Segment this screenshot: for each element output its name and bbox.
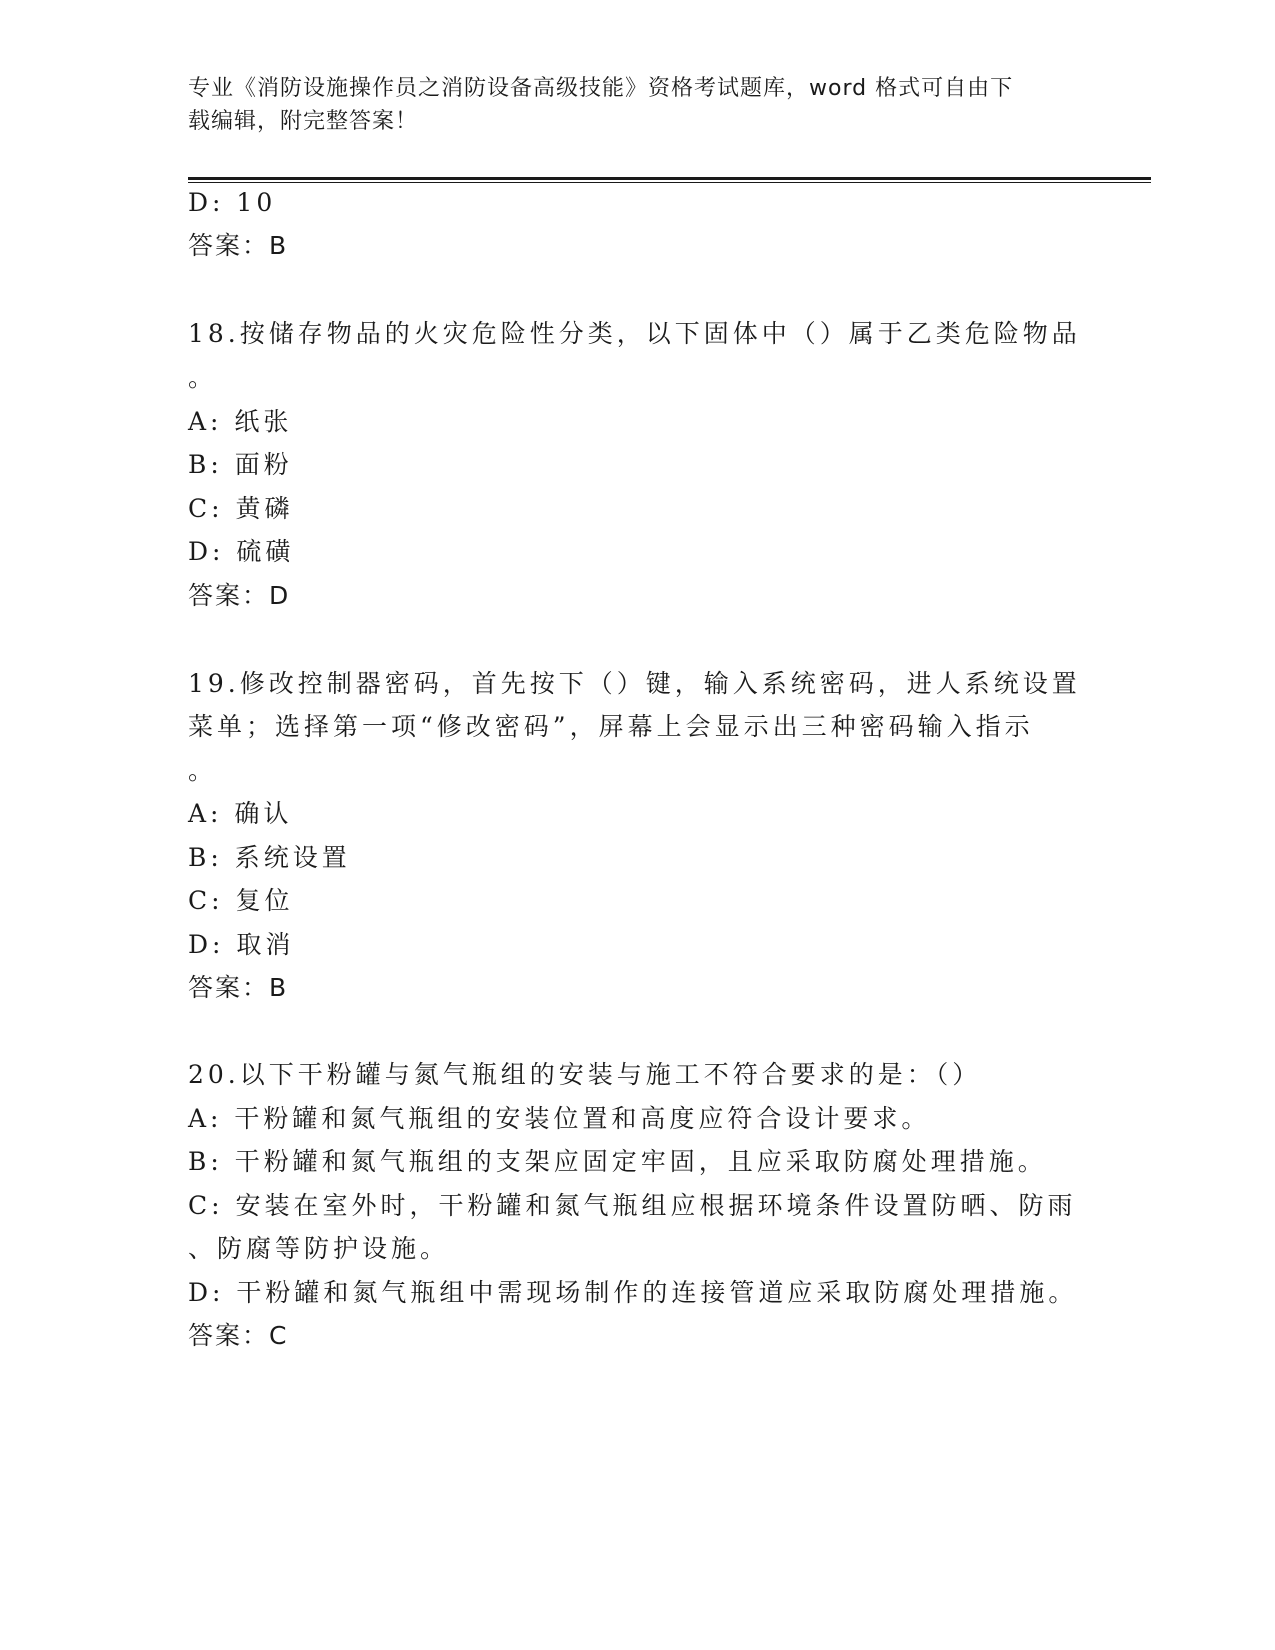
q20-option-b: B: 干粉罐和氮气瓶组的支架应固定牢固，且应采取防腐处理措施。 [188, 1147, 1047, 1176]
q19-stem-line-1: 19.修改控制器密码，首先按下（）键，输入系统密码，进人系统设置 [188, 669, 1081, 698]
q19-stem-line-2: 菜单；选择第一项“修改密码”，屏幕上会显示出三种密码输入指示 [188, 712, 1034, 741]
q18-stem-line-1: 18.按储存物品的火灾危险性分类，以下固体中（）属于乙类危险物品 [188, 319, 1081, 348]
q18-answer: 答案：D [188, 581, 291, 610]
q18-option-b: B: 面粉 [188, 450, 293, 479]
q20-stem-line-1: 20.以下干粉罐与氮气瓶组的安装与施工不符合要求的是：（） [188, 1060, 982, 1089]
page-header [188, 72, 1068, 138]
q19-option-b: B: 系统设置 [188, 843, 351, 872]
q20-option-c-line-1: C: 安装在室外时，干粉罐和氮气瓶组应根据环境条件设置防晒、防雨 [188, 1191, 1077, 1220]
header-line-1: 专业《消防设施操作员之消防设备高级技能》资格考试题库，word 格式可自由下 [188, 76, 1014, 101]
q18-option-c: C: 黄磷 [188, 494, 294, 523]
q18-stem-line-2: 。 [188, 363, 218, 392]
q19-stem-line-3: 。 [188, 756, 218, 785]
q18-option-a: A: 纸张 [188, 407, 293, 436]
q17-option-d: D: 10 [188, 188, 277, 217]
q20-option-a: A: 干粉罐和氮气瓶组的安装位置和高度应符合设计要求。 [188, 1104, 931, 1133]
q19-answer: 答案：B [188, 973, 289, 1002]
header-divider-thick [188, 177, 1151, 180]
header-line-2: 载编辑，附完整答案！ [188, 109, 419, 134]
q18-option-d: D: 硫磺 [188, 537, 295, 566]
q20-option-d: D: 干粉罐和氮气瓶组中需现场制作的连接管道应采取防腐处理措施。 [188, 1278, 1078, 1307]
q19-option-c: C: 复位 [188, 886, 294, 915]
q19-option-d: D: 取消 [188, 930, 295, 959]
q20-answer: 答案：C [188, 1321, 289, 1350]
q20-option-c-line-2: 、防腐等防护设施。 [188, 1234, 450, 1263]
q19-option-a: A: 确认 [188, 799, 293, 828]
header-divider-thin [188, 182, 1151, 183]
q17-answer: 答案：B [188, 231, 289, 260]
